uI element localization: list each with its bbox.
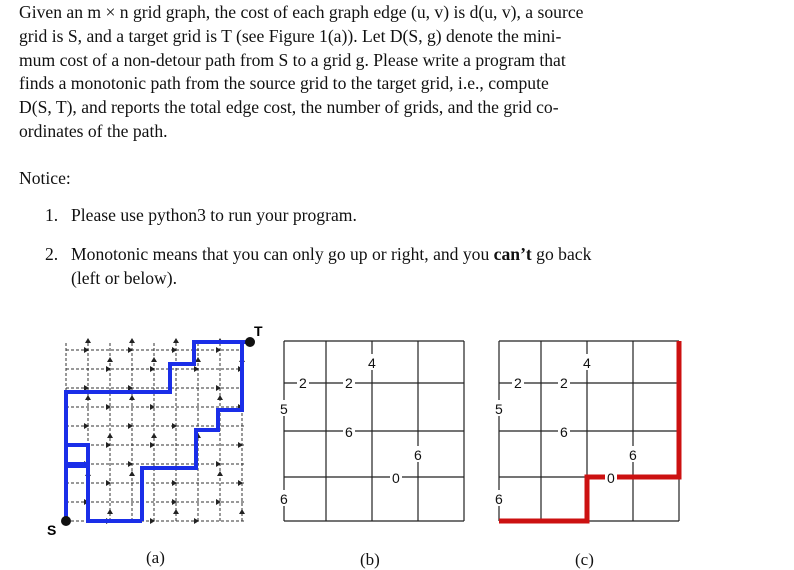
caption-a: (a): [146, 548, 165, 567]
paragraph-line-2: grid is S, and a target grid is T (see Figure 1(a)). Let D(S, g) denote the mini-: [19, 25, 562, 46]
paragraph-line-1: Given an m × n grid graph, the cost of each graph edge (u, v) is d(u, v), a source: [19, 2, 584, 22]
paragraph-line-5: D(S, T), and reports the total edge cost, the number of grids, and the grid co-: [19, 97, 559, 118]
edge-label-b-4: 5: [280, 401, 288, 417]
paragraph-line-3: mum cost of a non-detour path from S to a grid g. Please write a program that: [19, 49, 566, 70]
list-text-1: Please use python3 to run your program.: [71, 205, 357, 225]
edge-label-c-6: 6: [629, 447, 637, 463]
edge-label-b-7: 0: [392, 470, 400, 486]
edge-label-c-2: 2: [560, 375, 568, 391]
list-text-2a: Monotonic means that you can only go up or right, and you: [71, 244, 494, 264]
edge-label-b-5: 6: [345, 424, 353, 440]
list-text-2b: go back: [531, 244, 592, 264]
edge-label-c-7: 0: [607, 470, 615, 486]
target-label: T: [254, 323, 263, 339]
notice-heading: Notice:: [19, 168, 71, 188]
caption-b: (b): [360, 550, 380, 569]
edge-label-b-6: 6: [414, 447, 422, 463]
edge-label-c-3: 4: [583, 355, 591, 371]
list-text-2-bold: can’t: [493, 244, 532, 264]
edge-label-c-4: 5: [495, 401, 503, 417]
edge-label-b-3: 4: [368, 355, 376, 371]
edge-label-b-8: 6: [280, 491, 288, 507]
source-label: S: [47, 522, 57, 538]
edge-label-b-1: 2: [299, 375, 307, 391]
paragraph-line-6: ordinates of the path.: [19, 120, 168, 141]
edge-label-c-1: 2: [514, 375, 522, 391]
list-number-2: 2.: [45, 244, 59, 264]
list-text-2-line2: (left or below).: [71, 267, 178, 288]
grid-a-arrowheads: [84, 338, 245, 524]
edge-label-b-2: 2: [345, 375, 353, 391]
edge-label-c-8: 6: [495, 491, 503, 507]
caption-c: (c): [575, 550, 594, 569]
paragraph-line-4: finds a monotonic path from the source grid to the target grid, i.e., compute: [19, 73, 549, 94]
source-node: [61, 516, 71, 526]
edge-label-c-5: 6: [560, 424, 568, 440]
list-number-1: 1.: [45, 205, 59, 225]
